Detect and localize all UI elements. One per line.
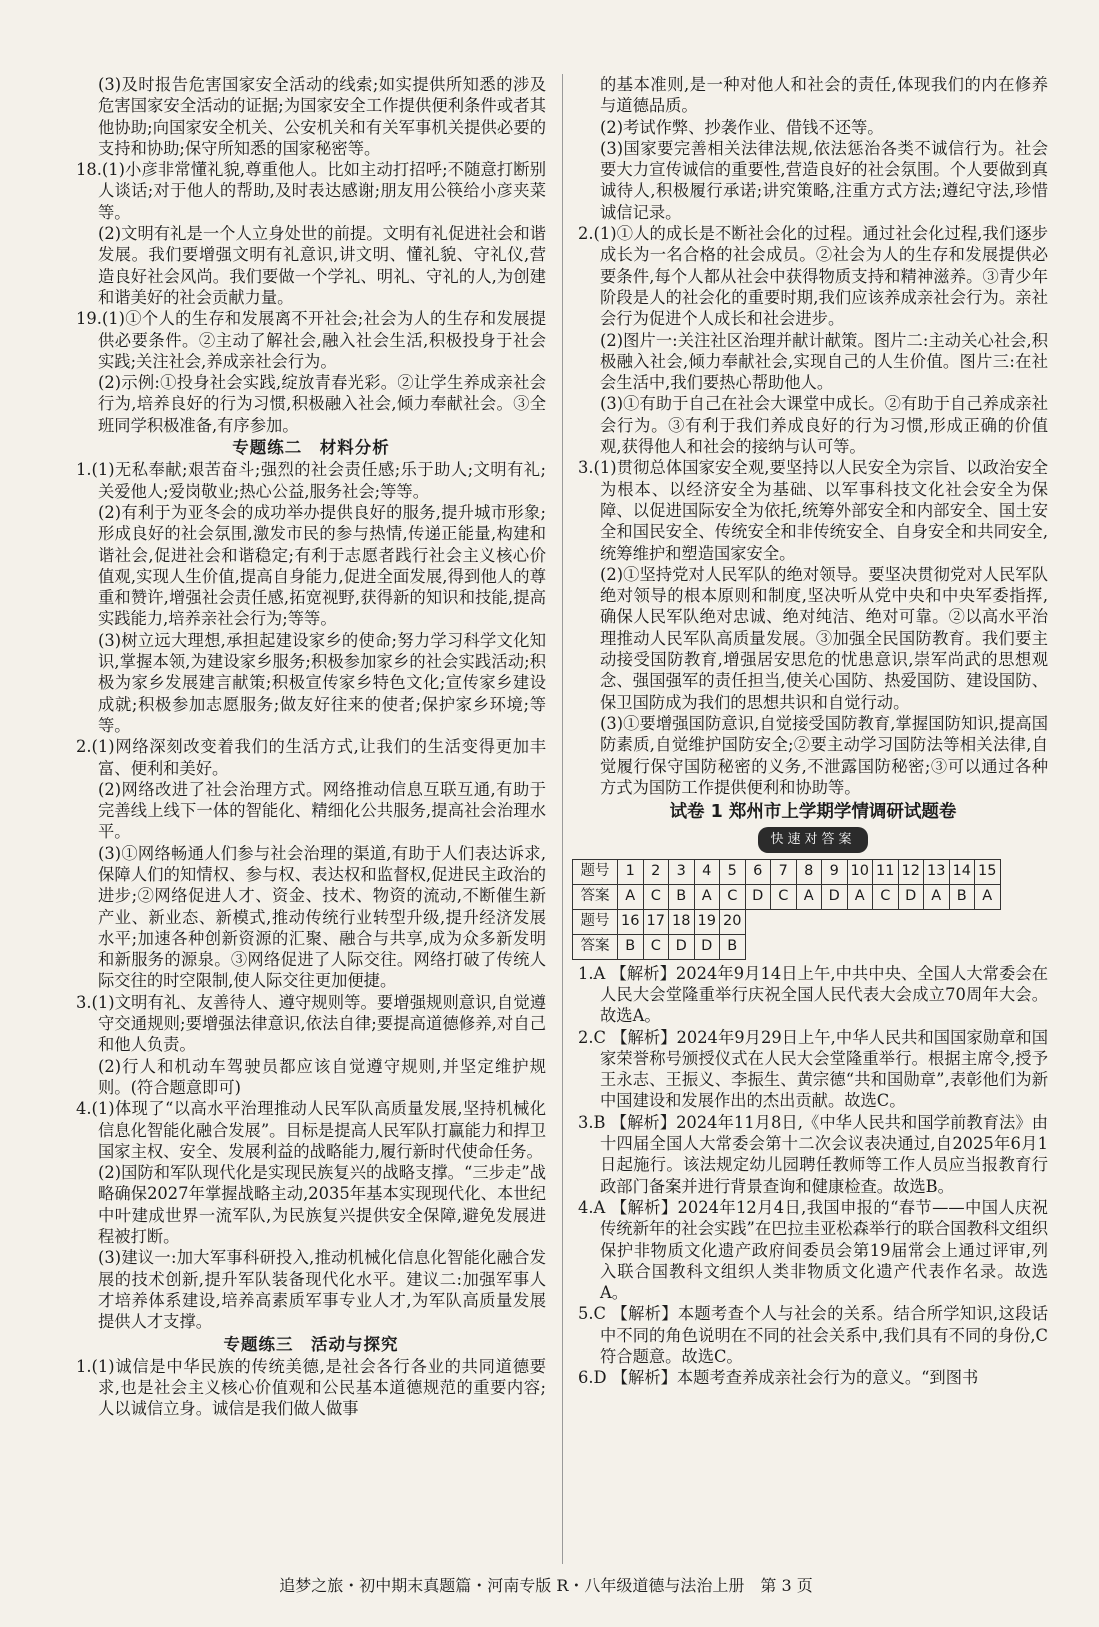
answer-paragraph: 3.(1)贯彻总体国家安全观,要坚持以人民安全为宗旨、以政治安全为根本、以经济安全为基础、以军事科技文化社会安全为保障、以促进国际安全为依托,统筹外部安全和内部安全、国土安全和国民安全、传统安全和非传统安全、自身安全和共同安全,统筹维护和塑造国家安全。: [578, 458, 1048, 563]
table-cell: B: [949, 884, 975, 909]
table-cell: 4: [694, 859, 720, 884]
table-cell: C: [643, 884, 669, 909]
answer-paragraph: (3)①有助于自己在社会大课堂中成长。②有助于自己养成亲社会行为。③有利于我们养成良好的行为习惯,形成正确的价值观,获得他人和社会的接纳与认可等。: [600, 394, 1048, 457]
table-cell: A: [618, 884, 644, 909]
row-header: 答案: [573, 884, 618, 909]
table-cell: 11: [873, 859, 899, 884]
answer-paragraph: 1.(1)无私奉献;艰苦奋斗;强烈的社会责任感;乐于助人;文明有礼;关爱他人;爱岗敬业;热心公益,服务社会;等等。: [76, 460, 546, 501]
table-cell: B: [618, 934, 644, 959]
answer-paragraph: (3)建议一:加大军事科研投入,推动机械化信息化智能化融合发展的技术创新,提升军队装备现代化水平。建议二:加强军事人才培养体系建设,培养高素质军事专业人才,为军队高质量发展提供人才支撑。: [98, 1248, 546, 1332]
table-cell: 1: [618, 859, 644, 884]
table-cell: 19: [694, 909, 720, 934]
answer-paragraph: 5.C 【解析】本题考查个人与社会的关系。结合所学知识,这段话中不同的角色说明在不同的社会关系中,我们具有不同的身份,C符合题意。故选C。: [578, 1304, 1048, 1367]
table-cell: C: [873, 884, 899, 909]
answer-paragraph: (2)示例:①投身社会实践,绽放青春光彩。②让学生养成亲社会行为,培养良好的行为习惯,积极融入社会,倾力奉献社会。③全班同学积极准备,有序参加。: [98, 373, 546, 435]
table-cell: 2: [643, 859, 669, 884]
table-cell: A: [694, 884, 720, 909]
table-cell: 8: [796, 859, 822, 884]
table-cell: D: [822, 884, 848, 909]
section-heading: 专题练三 活动与探究: [223, 1334, 399, 1354]
left-column: [76, 74, 546, 1420]
answer-paragraph: (3)树立远大理想,承担起建设家乡的使命;努力学习科学文化知识,掌握本领,为建设家乡服务;积极参加家乡的社会实践活动;积极为家乡发展建言献策;积极宣传家乡特色文化;宣传家乡建设成就;积极参加志愿服务;做友好往来的使者;保护家乡环境;等等。: [98, 630, 546, 735]
answer-paragraph: 19.(1)①个人的生存和发展离不开社会;社会为人的生存和发展提供必要条件。②主动了解社会,融入社会生活,积极投身于社会实践;关注社会,养成亲社会行为。: [76, 309, 546, 371]
answer-paragraph: 6.D 【解析】本题考查养成亲社会行为的意义。“到图书: [578, 1368, 979, 1388]
answer-paragraph: (2)行人和机动车驾驶员都应该自觉遵守规则,并坚定维护规则。(符合题意即可): [98, 1056, 546, 1097]
table-cell: 17: [643, 909, 669, 934]
table-cell: 14: [949, 859, 975, 884]
answer-paragraph: 3.(1)文明有礼、友善待人、遵守规则等。要增强规则意识,自觉遵守交通规则;要增强法律意识,依法自律;要提高道德修养,对自己和他人负责。: [76, 992, 546, 1055]
answer-paragraph: (3)①要增强国防意识,自觉接受国防教育,掌握国防知识,提高国防素质,自觉维护国防安全;②要主动学习国防法等相关法律,自觉履行保守国防秘密的义务,不泄露国防秘密;③可以通过各种方式为国防工作提供便利和协助等。: [600, 713, 1048, 797]
answer-paragraph: (3)①网络畅通人们参与社会治理的渠道,有助于人们表达诉求,保障人们的知情权、参与权、表达权和监督权,促进民主政治的进步;②网络促进人才、资金、技术、物资的流动,不断催生新产业、新业态、新模式,推动传统行业转型升级,提升经济发展水平;加速各种创新资源的汇聚、融合与共享,成为众多新发明和新服务的源泉。③网络促进了人际交往。网络打破了传统人际交往的时空限制,使人际交往更加便捷。: [98, 843, 546, 991]
badge-label: 快速对答案: [758, 827, 867, 852]
table-cell: C: [720, 884, 746, 909]
answer-paragraph: (2)图片一:关注社区治理并献计献策。图片二:主动关心社会,积极融入社会,倾力奉献社会,实现自己的人生价值。图片三:在社会生活中,我们要热心帮助他人。: [600, 330, 1048, 393]
table-cell: 5: [720, 859, 746, 884]
answer-paragraph: (3)及时报告危害国家安全活动的线索;如实提供所知悉的涉及危害国家安全活动的证据;为国家安全工作提供便利条件或者其他协助;向国家安全机关、公安机关和有关军事机关提供必要的支持和协助;保守所知悉的国家秘密等。: [98, 75, 546, 158]
table-cell: 3: [669, 859, 695, 884]
table-cell: 12: [898, 859, 924, 884]
answer-paragraph: 18.(1)小彦非常懂礼貌,尊重他人。比如主动打招呼;不随意打断别人谈话;对于他人的帮助,及时表达感谢;朋友用公筷给小彦夹菜等。: [76, 160, 546, 222]
answer-paragraph: 3.B 【解析】2024年11月8日,《中华人民共和国学前教育法》由十四届全国人大常委会第十二次会议表决通过,自2025年6月1日起施行。该法规定幼儿园聘任教师等工作人员应当报教育行政部门备案并进行背景查询和健康检查。故选B。: [578, 1112, 1048, 1196]
answer-paragraph: 2.C 【解析】2024年9月29日上午,中华人民共和国国家勋章和国家荣誉称号颁授仪式在人民大会堂隆重举行。根据主席令,授予王永志、王振义、李振生、黄宗德“共和国勋章”,表彰他们为新中国建设和发展作出的杰出贡献。故选C。: [578, 1027, 1048, 1111]
right-column: [578, 74, 1048, 1389]
right-answers-bottom: [578, 963, 1048, 1389]
table-cell: 6: [745, 859, 771, 884]
answer-paragraph: (2)网络改进了社会治理方式。网络推动信息互联互通,有助于完善线上线下一体的智能化、精细化公共服务,提高社会治理水平。: [98, 779, 546, 842]
column-divider: [562, 74, 563, 1564]
table-row: [573, 859, 1001, 884]
answer-paragraph: 1.(1)诚信是中华民族的传统美德,是社会各行各业的共同道德要求,也是社会主义核心价值观和公民基本道德规范的重要内容;人以诚信立身。诚信是我们做人做事: [76, 1356, 546, 1419]
row-header: 答案: [573, 934, 618, 959]
exam-title: 试卷 1 郑州市上学期学情调研试题卷: [669, 802, 957, 823]
table-cell: C: [771, 884, 797, 909]
table-cell: B: [720, 934, 746, 959]
answer-paragraph: (2)国防和军队现代化是实现民族复兴的战略支撑。“三步走”战略确保2027年掌握战略主动,2035年基本实现现代化、本世纪中叶建成世界一流军队,为民族复兴提供安全保障,避免发展进程被打断。: [98, 1163, 546, 1247]
section-heading: 专题练二 材料分析: [232, 438, 390, 458]
table-row: [573, 934, 746, 959]
right-answers-top: [578, 74, 1048, 798]
answer-paragraph: 4.(1)体现了“以高水平治理推动人民军队高质量发展,坚持机械化信息化智能化融合发展”。目标是提高人民军队打赢能力和捍卫国家主权、安全、发展利益的战略能力,履行新时代使命任务。: [76, 1099, 546, 1161]
table-cell: D: [898, 884, 924, 909]
table-cell: 9: [822, 859, 848, 884]
quick-answer-badge: [578, 827, 1048, 852]
table-cell: B: [669, 884, 695, 909]
table-cell: 13: [924, 859, 950, 884]
table-cell: 16: [618, 909, 644, 934]
answer-table-2: [572, 909, 746, 960]
answer-paragraph: (2)有利于为亚冬会的成功举办提供良好的服务,提升城市形象;形成良好的社会氛围,激发市民的参与热情,传递正能量,构建和谐社会,促进社会和谐稳定;有利于志愿者践行社会主义核心价值观,实现人生价值,提高自身能力,促进全面发展,得到他人的尊重和赞许,增强社会责任感,拓宽视野,获得新的知识和技能,提高实践能力,培养亲社会行为;等等。: [98, 502, 546, 629]
answer-paragraph: 2.(1)网络深刻改变着我们的生活方式,让我们的生活变得更加丰富、便利和美好。: [76, 737, 546, 778]
table-cell: A: [847, 884, 873, 909]
table-cell: 18: [669, 909, 695, 934]
row-header: 题号: [573, 859, 618, 884]
row-header: 题号: [573, 909, 618, 934]
table-cell: A: [924, 884, 950, 909]
table-cell: 15: [975, 859, 1001, 884]
answer-paragraph: (3)国家要完善相关法律法规,依法惩治各类不诚信行为。社会要大力宣传诚信的重要性,营造良好的社会氛围。个人要做到真诚待人,积极履行承诺;讲究策略,注重方式方法;遵纪守法,珍惜诚信记录。: [600, 138, 1048, 222]
answer-paragraph: (2)文明有礼是一个人立身处世的前提。文明有礼促进社会和谐发展。我们要增强文明有礼意识,讲文明、懂礼貌、守礼仪,营造良好社会风尚。我们要做一个学礼、明礼、守礼的人,为创建和谐美好的社会贡献力量。: [98, 224, 546, 307]
answer-table: [572, 859, 1001, 910]
answer-paragraph: 1.A 【解析】2024年9月14日上午,中共中央、全国人大常委会在人民大会堂隆重举行庆祝全国人民代表大会成立70周年大会。故选A。: [578, 963, 1048, 1026]
table-cell: D: [669, 934, 695, 959]
answer-paragraph: 4.A 【解析】2024年12月4日,我国申报的“春节——中国人庆祝传统新年的社会实践”在巴拉圭亚松森举行的联合国教科文组织保护非物质文化遗产政府间委员会第19届常会上通过评审,列入联合国教科文组织人类非物质文化遗产代表作名录。故选A。: [578, 1197, 1048, 1303]
answer-paragraph: 的基本准则,是一种对他人和社会的责任,体现我们的内在修养与道德品质。: [600, 75, 1048, 116]
answer-paragraph: (2)①坚持党对人民军队的绝对领导。要坚决贯彻党对人民军队绝对领导的根本原则和制度,坚决听从党中央和中央军委指挥,确保人民军队绝对忠诚、绝对纯洁、绝对可靠。②以高水平治理推动人民军队高质量发展。③加强全民国防教育。我们要主动接受国防教育,增强居安思危的忧患意识,崇军尚武的思想观念、强国强军的责任担当,使关心国防、热爱国防、建设国防、保卫国防成为我们的思想共识和自觉行动。: [600, 564, 1048, 712]
table-cell: 7: [771, 859, 797, 884]
table-cell: 10: [847, 859, 873, 884]
table-cell: D: [745, 884, 771, 909]
page-footer: 追梦之旅・初中期末真题篇・河南专版 R・八年级道德与法治上册 第 3 页: [279, 1576, 813, 1595]
table-cell: A: [796, 884, 822, 909]
table-cell: D: [694, 934, 720, 959]
table-cell: A: [975, 884, 1001, 909]
table-row: [573, 884, 1001, 909]
answer-paragraph: (2)考试作弊、抄袭作业、借钱不还等。: [600, 117, 884, 137]
table-cell: C: [643, 934, 669, 959]
answer-paragraph: 2.(1)①人的成长是不断社会化的过程。通过社会化过程,我们逐步成长为一名合格的社会成员。②社会为人的生存和发展提供必要条件,每个人都从社会中获得物质支持和精神滋养。③青少年阶段是人的社会化的重要时期,我们应该养成亲社会行为。亲社会行为促进个人成长和社会进步。: [578, 224, 1048, 329]
table-row: [573, 909, 746, 934]
table-cell: 20: [720, 909, 746, 934]
